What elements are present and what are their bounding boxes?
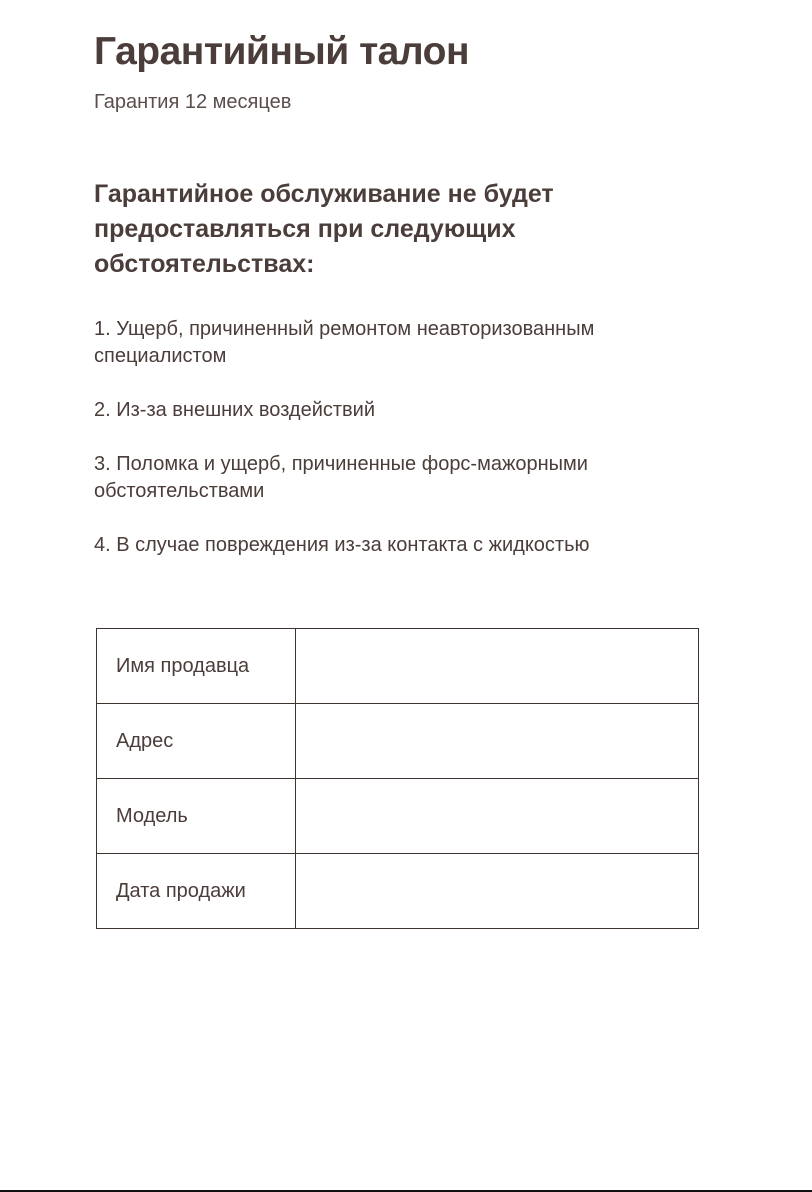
exclusions-list <box>94 316 694 559</box>
warranty-period: Гарантия 12 месяцев <box>94 91 292 113</box>
exclusions-heading: Гарантийное обслуживание не будет предоставляться при следующих обстоятельствах: <box>94 180 554 278</box>
table-row <box>97 629 699 704</box>
model-field[interactable] <box>295 779 698 854</box>
address-label: Адрес <box>97 704 296 779</box>
model-label: Модель <box>97 779 296 854</box>
exclusion-item: 4. В случае повреждения из-за контакта с жидкостью <box>94 534 590 556</box>
seller-name-label: Имя продавца <box>97 629 296 704</box>
sale-date-label: Дата продажи <box>97 854 296 929</box>
table-row <box>97 779 699 854</box>
seller-info-table <box>96 628 699 929</box>
page-title: Гарантийный талон <box>94 30 470 73</box>
address-field[interactable] <box>295 704 698 779</box>
exclusion-item: 1. Ущерб, причиненный ремонтом неавторизованным специалистом <box>94 318 595 367</box>
table-row <box>97 704 699 779</box>
exclusion-item: 3. Поломка и ущерб, причиненные форс-мажорными обстоятельствами <box>94 453 588 502</box>
sale-date-field[interactable] <box>295 854 698 929</box>
table-row <box>97 854 699 929</box>
exclusion-item: 2. Из-за внешних воздействий <box>94 399 376 421</box>
seller-name-field[interactable] <box>295 629 698 704</box>
